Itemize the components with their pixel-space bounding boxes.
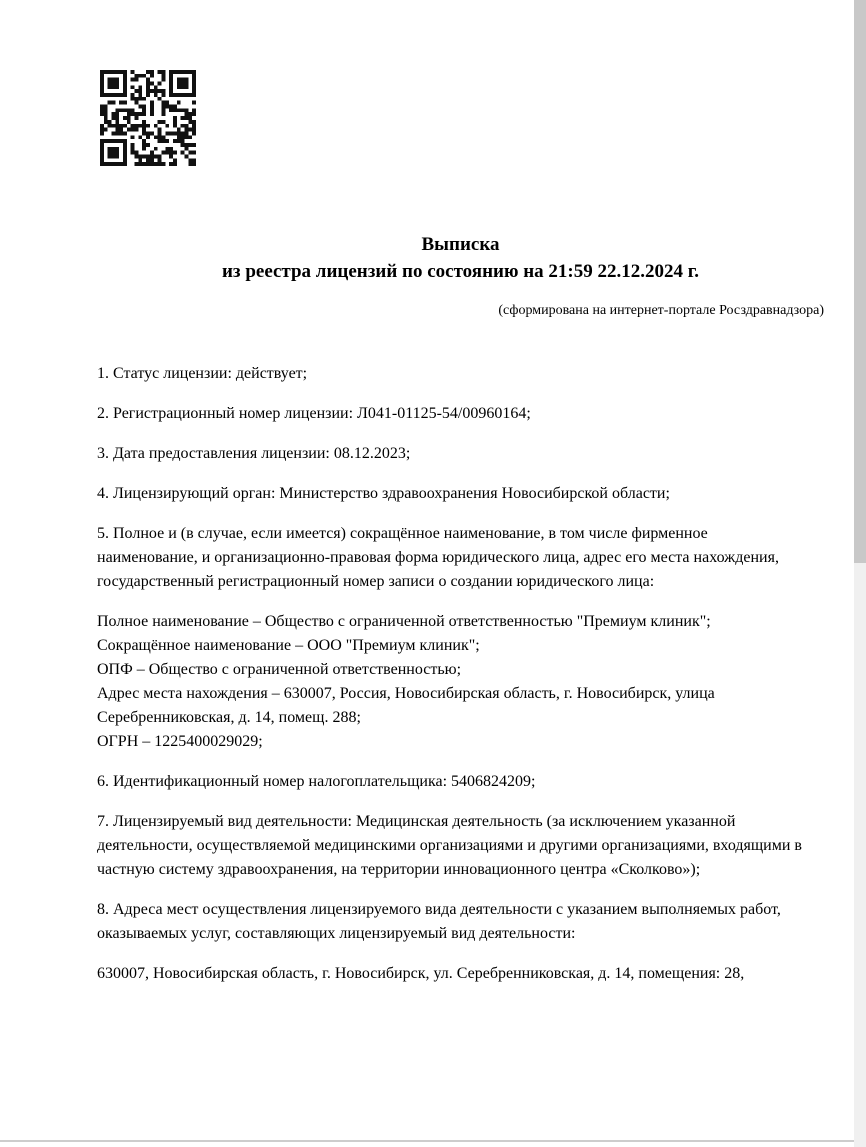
paragraph-block	[97, 810, 803, 882]
paragraph-block	[97, 522, 803, 594]
paragraph-block	[97, 898, 803, 946]
text-line: 5. Полное и (в случае, если имеется) сокращённое наименование, в том числе фирменное наименование, и организационно-правовая форма юридического лица, адрес его места нахождения, государственный регистрационный номер записи о создании юридического лица:	[97, 525, 779, 590]
text-line: Сокращённое наименование – ООО "Премиум клиник";	[97, 637, 480, 654]
paragraph-block	[97, 770, 803, 794]
paragraph-block	[97, 362, 803, 386]
document-subtitle: (сформирована на интернет-портале Росздравнадзора)	[498, 303, 824, 318]
paragraph-block	[97, 482, 803, 506]
text-line: ОГРН – 1225400029029;	[97, 733, 263, 750]
text-line: Полное наименование – Общество с ограниченной ответственностью "Премиум клиник";	[97, 613, 711, 630]
text-line: ОПФ – Общество с ограниченной ответственностью;	[97, 661, 462, 678]
text-line: 8. Адреса мест осуществления лицензируемого вида деятельности с указанием выполняемых работ, оказываемых услуг, составляющих лицензируемый вид деятельности:	[97, 901, 781, 942]
text-line: 3. Дата предоставления лицензии: 08.12.2023;	[97, 445, 411, 462]
text-line: Адрес места нахождения – 630007, Россия, Новосибирская область, г. Новосибирск, улица Серебренниковская, д. 14, помещ. 288;	[97, 685, 715, 726]
text-line: 2. Регистрационный номер лицензии: Л041-01125-54/00960164;	[97, 405, 531, 422]
paragraph-block	[97, 610, 803, 754]
text-line: 6. Идентификационный номер налогоплательщика: 5406824209;	[97, 773, 536, 790]
document-content	[97, 0, 824, 1002]
document-body	[97, 362, 803, 986]
paragraph-block	[97, 402, 803, 426]
title-line-1: Выписка	[421, 234, 500, 255]
paragraph-block	[97, 962, 803, 986]
scrollbar-thumb[interactable]	[854, 0, 866, 563]
page-bottom-edge	[0, 1140, 854, 1142]
text-line: 1. Статус лицензии: действует;	[97, 365, 308, 382]
document-title	[97, 231, 824, 285]
paragraph-block	[97, 442, 803, 466]
text-line: 630007, Новосибирская область, г. Новосибирск, ул. Серебренниковская, д. 14, помещения: 28,	[97, 965, 745, 982]
title-line-2: из реестра лицензий по состоянию на 21:59 22.12.2024 г.	[221, 261, 699, 282]
text-line: 4. Лицензирующий орган: Министерство здравоохранения Новосибирской области;	[97, 485, 670, 502]
scrollbar[interactable]	[854, 0, 866, 1147]
text-line: 7. Лицензируемый вид деятельности: Медицинская деятельность (за исключением указанной деятельности, осуществляемой медицинскими организациями и другими организациями, входящими в частную систему здравоохранения, на территории инновационного центра «Сколково»);	[97, 813, 802, 878]
